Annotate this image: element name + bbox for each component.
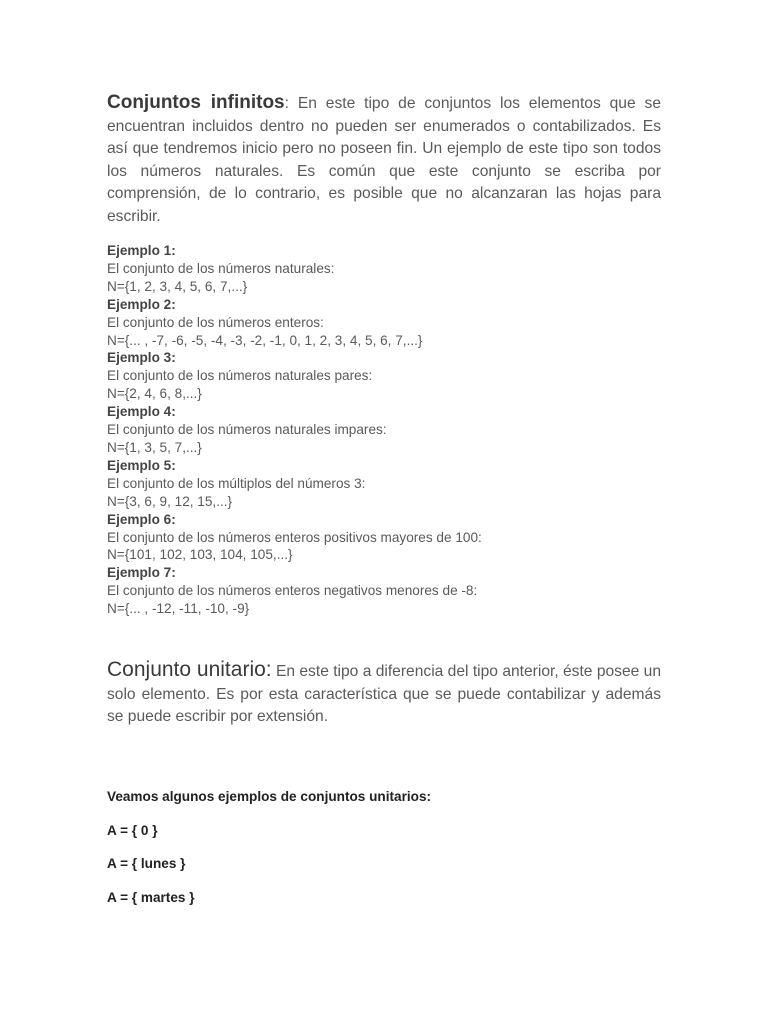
example-item	[107, 403, 661, 457]
example-item	[107, 457, 661, 511]
example-title: Ejemplo 4:	[107, 404, 176, 420]
example-item	[107, 296, 661, 350]
example-set: N={101, 102, 103, 104, 105,...}	[107, 547, 293, 563]
unitario-text: En este tipo a diferencia del tipo anterior, éste posee un solo elemento. Es por esta característica que se puede contabilizar y además se puede escribir por extensión.	[107, 663, 662, 726]
unitarios-intro: Veamos algunos ejemplos de conjuntos unitarios:	[107, 789, 432, 804]
example-set: N={1, 2, 3, 4, 5, 6, 7,...}	[107, 278, 248, 294]
example-description: El conjunto de los números enteros:	[107, 314, 324, 330]
example-title: Ejemplo 2:	[107, 296, 176, 312]
example-item	[107, 349, 661, 403]
example-item	[107, 242, 661, 296]
unitario-paragraph	[107, 659, 661, 729]
example-description: El conjunto de los números naturales impares:	[107, 422, 387, 438]
infinitos-text: : En este tipo de conjuntos los elementos que se encuentran incluidos dentro no pueden ser enumerados o contabilizados. Es así que tendremos inicio pero no poseen fin. Un ejemplo de este tipo son todos los números naturales. Es común que este conjunto se escriba por comprensión, de lo contrario, es posible que no alcanzaran las hojas para escribir.	[107, 95, 661, 225]
unitario-example-item: A = { 0 }	[107, 823, 158, 838]
example-description: El conjunto de los números naturales pares:	[107, 368, 373, 384]
example-item	[107, 511, 661, 565]
example-set: N={... , -7, -6, -5, -4, -3, -2, -1, 0, 1, 2, 3, 4, 5, 6, 7,...}	[107, 332, 423, 348]
example-set: N={... , -12, -11, -10, -9}	[107, 601, 250, 617]
example-title: Ejemplo 6:	[107, 511, 176, 527]
example-set: N={1, 3, 5, 7,...}	[107, 439, 202, 455]
infinitos-paragraph	[107, 92, 661, 229]
unitario-example-item: A = { martes }	[107, 890, 195, 905]
example-set: N={3, 6, 9, 12, 15,...}	[107, 493, 233, 509]
unitario-heading: Conjunto unitario:	[107, 658, 272, 681]
example-title: Ejemplo 7:	[107, 565, 176, 581]
example-description: El conjunto de los múltiplos del números 3:	[107, 475, 366, 491]
example-set: N={2, 4, 6, 8,...}	[107, 386, 202, 402]
example-title: Ejemplo 5:	[107, 457, 176, 473]
examples-list	[107, 242, 661, 618]
example-description: El conjunto de los números enteros positivos mayores de 100:	[107, 529, 482, 545]
example-title: Ejemplo 3:	[107, 350, 176, 366]
unitario-example-item: A = { lunes }	[107, 856, 186, 871]
example-title: Ejemplo 1:	[107, 243, 176, 258]
example-description: El conjunto de los números naturales:	[107, 260, 335, 276]
infinitos-heading: Conjuntos infinitos	[107, 92, 285, 113]
example-description: El conjunto de los números enteros negativos menores de -8:	[107, 583, 478, 599]
example-item	[107, 564, 661, 618]
